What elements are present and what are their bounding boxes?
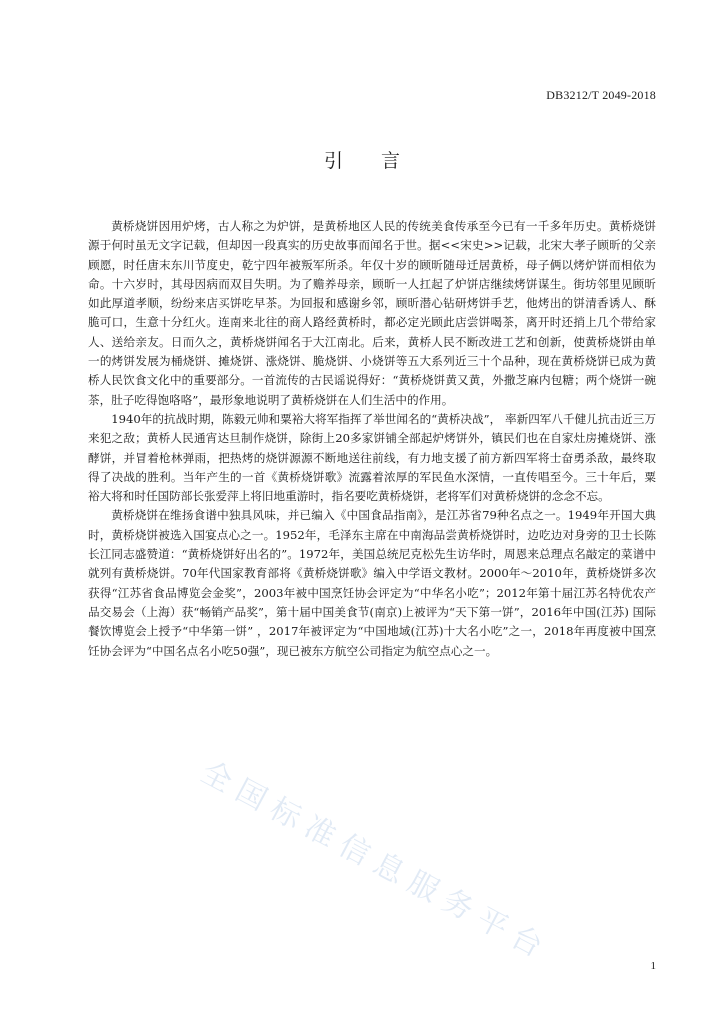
- page-title: 引言: [323, 150, 438, 172]
- paragraph-1: 黄桥烧饼因用炉烤，古人称之为炉饼，是黄桥地区人民的传统美食传承至今已有一千多年历史。黄桥烧饼源于何时虽无文字记载，但却因一段真实的历史故事而闻名于世。据<<宋史>>记载，北宋大孝子顾昕的父亲顾愿，时任唐末东川节度史，乾宁四年被叛军所杀。年仅十岁的顾昕随母迁居黄桥，母子俩以烤炉饼而相依为命。十六岁时，其母因病而双目失明。为了赡养母亲，顾昕一人扛起了炉饼店继续烤饼谋生。街坊邻里见顾昕如此厚道孝顺，纷纷来店买饼吃早茶。为回报和感谢乡邻，顾昕潜心钻研烤饼手艺，他烤出的饼清香诱人、酥脆可口，生意十分红火。连南来北往的商人路经黄桥时，都必定光顾此店尝饼喝茶，离开时还捎上几个带给家人、送给亲友。日而久之，黄桥烧饼闻名于大江南北。后来，黄桥人民不断改进工艺和创新，使黄桥烧饼由单一的烤饼发展为桶烧饼、摊烧饼、涨烧饼、脆烧饼、小烧饼等五大系列近三十个品种，现在黄桥烧饼已成为黄桥人民饮食文化中的重要部分。一首流传的古民谣说得好：“黄桥烧饼黄又黄，外撒芝麻内包糖；两个烧饼一碗茶，肚子吃得饱咯咯”，最形象地说明了黄桥烧饼在人们生活中的作用。: [88, 219, 656, 407]
- watermark: 全国标准信息服务平台: [195, 754, 556, 969]
- standard-code: DB3212/T 2049-2018: [546, 88, 656, 102]
- page-number: 1: [650, 960, 656, 972]
- paragraph-2: 1940年的抗战时期，陈毅元帅和粟裕大将军指挥了举世闻名的“黄桥决战”， 率新四军八千健儿抗击近三万来犯之敌；黄桥人民通宵达旦制作烧饼，除街上20多家饼铺全部起炉烤饼外，镇民们也在自家灶房摊烧饼、涨酵饼，并冒着枪林弹雨，把热烤的烧饼源源不断地送往前线，有力地支援了前方新四军将士奋勇杀敌，最终取得了决战的胜利。当年产生的一首《黄桥烧饼歌》流露着浓厚的军民鱼水深情，一直传唱至今。三十年后，粟裕大将和时任国防部长张爱萍上将旧地重游时，指名要吃黄桥烧饼，老将军们对黄桥烧饼的念念不忘。: [88, 411, 656, 504]
- body-text: [88, 217, 656, 661]
- paragraph-3: 黄桥烧饼在维扬食谱中独具风味，并已编入《中国食品指南》，是江苏省79种名点之一。1949年开国大典时，黄桥烧饼被选入国宴点心之一。1952年，毛泽东主席在中南海品尝黄桥烧饼时，边吃边对身旁的卫士长陈长江同志盛赞道：“黄桥烧饼好出名的”。1972年，美国总统尼克松先生访华时，周恩来总理点名敲定的菜谱中就列有黄桥烧饼。70年代国家教育部将《黄桥烧饼歌》编入中学语文教材。2000年～2010年，黄桥烧饼多次获得“江苏省食品博览会金奖”，2003年被中国烹饪协会评定为“中华名小吃”；2012年第十届江苏名特优农产品交易会（上海）获“畅销产品奖”，第十届中国美食节(南京)上被评为“天下第一饼”，2016年中国(江苏) 国际餐饮博览会上授予“中华第一饼” ，2017年被评定为“中国地域(江苏)十大名小吃”之一，2018年再度被中国烹饪协会评为“中国名点名小吃50强”，现已被东方航空公司指定为航空点心之一。: [88, 508, 656, 658]
